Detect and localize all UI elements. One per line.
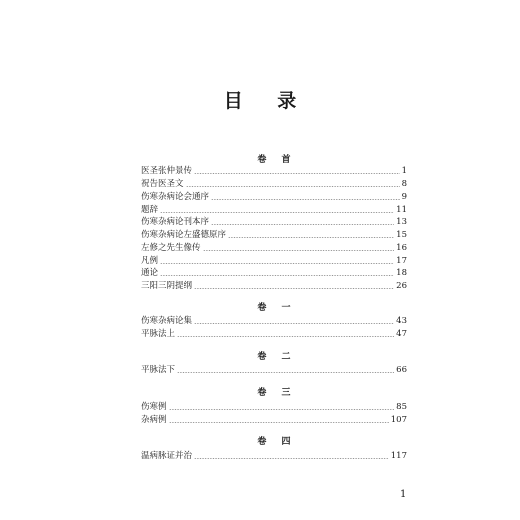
toc-entry-page: 43 [396,316,407,326]
leader-dots [169,422,389,423]
toc-entry-title: 平脉法下 [141,365,176,375]
toc-entry-title: 伤寒杂病论会通序 [141,192,210,202]
leader-dots [203,250,395,251]
toc-entry-page: 47 [396,329,407,339]
leader-dots [194,288,394,289]
leader-dots [186,186,400,187]
leader-dots [169,409,395,410]
toc-entry-page: 8 [401,179,407,189]
toc-entry-page: 85 [396,402,407,412]
toc-entry-title: 左修之先生像传 [141,243,201,253]
toc-entry[interactable] [141,191,407,203]
leader-dots [228,237,394,238]
toc-entry-title: 伤寒杂病论左盛德原序 [141,230,227,240]
toc-entry[interactable] [141,165,407,177]
toc-entry[interactable] [141,255,407,267]
leader-dots [160,275,394,276]
toc-entry-page: 9 [401,192,407,202]
toc-entry-page: 107 [390,415,407,425]
section-heading: 卷 四 [257,437,297,447]
toc-entry[interactable] [141,204,407,216]
toc-entry-title: 通论 [141,268,159,278]
toc-entry-page: 26 [396,281,407,291]
leader-dots [194,458,389,459]
toc-entry[interactable] [141,280,407,292]
section-heading: 卷 首 [257,155,297,165]
toc-entry-page: 66 [396,365,407,375]
section-heading: 卷 二 [257,352,297,362]
toc-entry-title: 平脉法上 [141,329,176,339]
leader-dots [160,212,394,213]
toc-entry-title: 祝告医圣文 [141,179,184,189]
toc-entry[interactable] [141,178,407,190]
toc-entry-title: 三阳三阴提纲 [141,281,193,291]
toc-entry[interactable] [141,315,407,327]
toc-entry-page: 16 [396,243,407,253]
toc-entry[interactable] [141,364,407,376]
leader-dots [177,336,394,337]
toc-entry[interactable] [141,328,407,340]
leader-dots [194,323,394,324]
section-heading: 卷 三 [257,388,297,398]
leader-dots [194,173,400,174]
toc-entry[interactable] [141,267,407,279]
toc-entry-page: 117 [390,451,407,461]
toc-entry-page: 1 [401,166,407,176]
footer-page-number: 1 [400,489,407,500]
leader-dots [211,224,394,225]
toc-entry-title: 医圣张仲景传 [141,166,193,176]
section-heading: 卷 一 [257,303,297,313]
leader-dots [211,199,400,200]
toc-entry-title: 伤寒杂病论刊本序 [141,217,210,227]
leader-dots [177,372,394,373]
toc-entry-title: 凡例 [141,256,159,266]
toc-entry-title: 题辞 [141,205,159,215]
leader-dots [160,263,394,264]
toc-entry-title: 温病脉证并治 [141,451,193,461]
toc-entry-page: 18 [396,268,407,278]
toc-entry[interactable] [141,229,407,241]
toc-entry[interactable] [141,401,407,413]
toc-entry[interactable] [141,414,407,426]
toc-entry-title: 伤寒杂病论集 [141,316,193,326]
toc-entry-page: 11 [396,205,407,215]
toc-entry-title: 杂病例 [141,415,167,425]
toc-entry[interactable] [141,450,407,462]
toc-entry-page: 13 [396,217,407,227]
toc-entry[interactable] [141,242,407,254]
toc-entry-page: 15 [396,230,407,240]
toc-entry-title: 伤寒例 [141,402,167,412]
page-title: 目 录 [223,90,311,112]
toc-entry[interactable] [141,216,407,228]
toc-entry-page: 17 [396,256,407,266]
